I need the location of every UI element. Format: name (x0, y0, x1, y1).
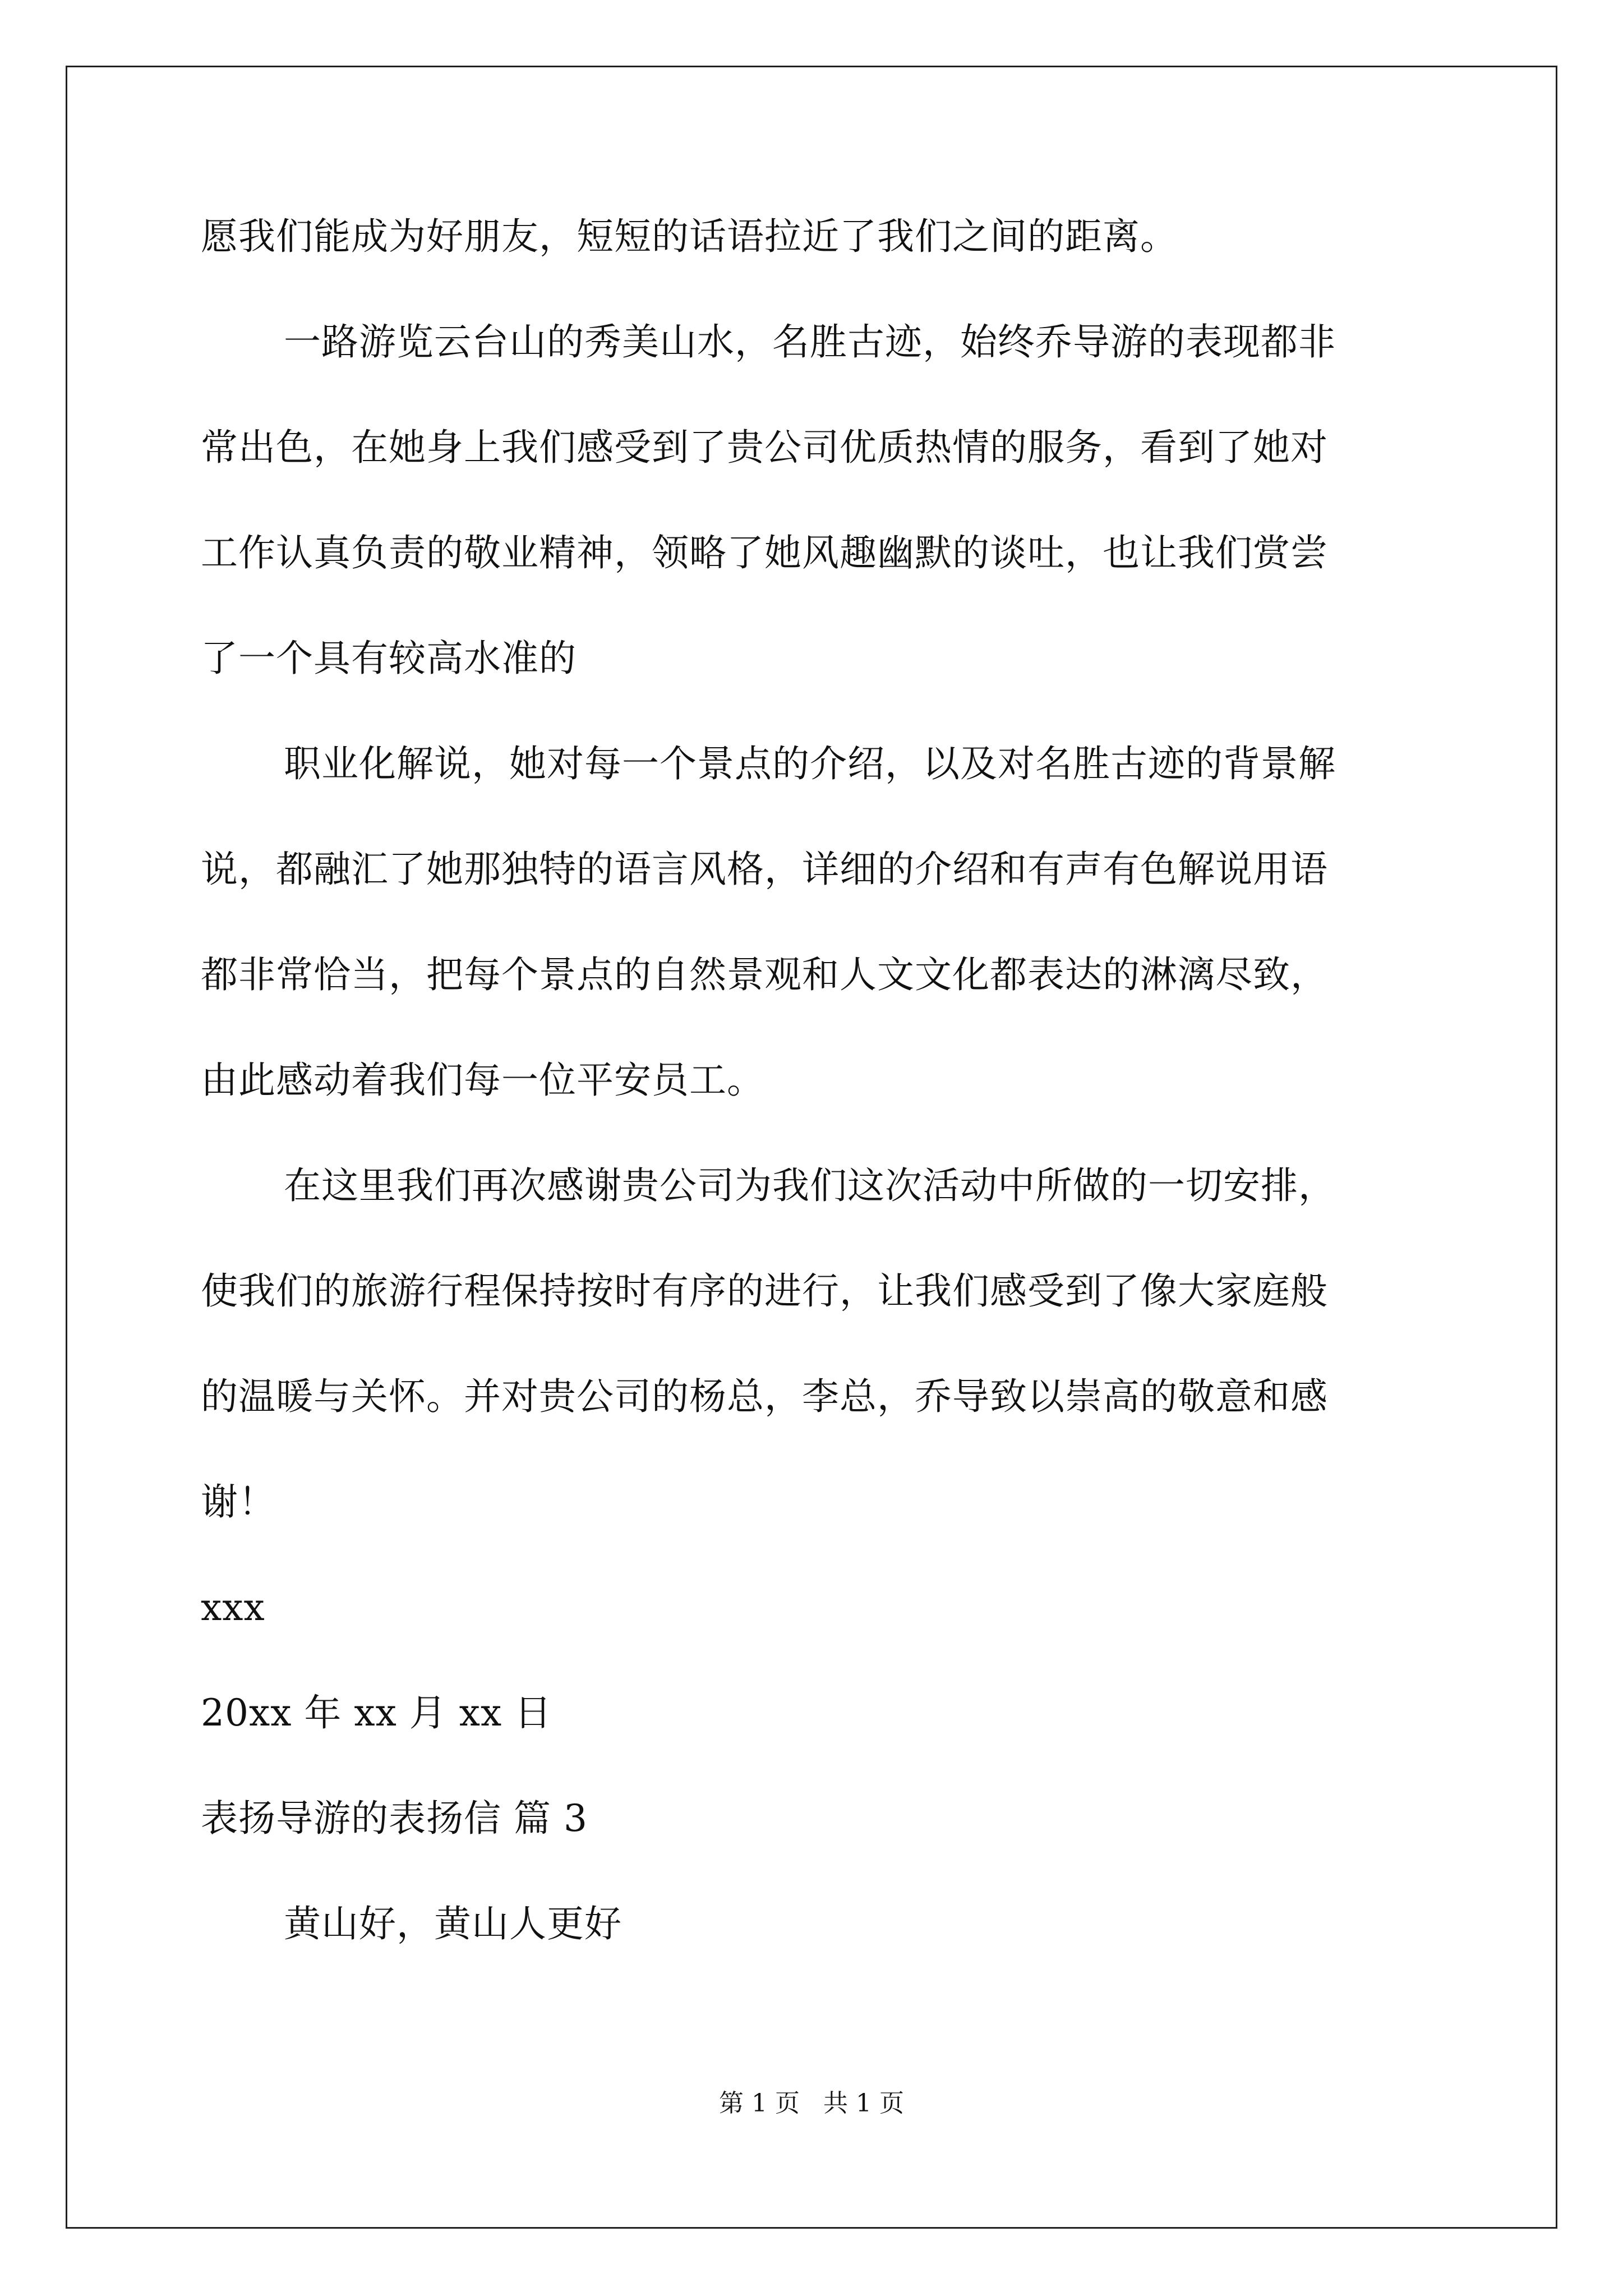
text-line: 都非常恰当，把每个景点的自然景观和人文文化都表达的淋漓尽致， (201, 953, 1328, 996)
text-line: 常出色，在她身上我们感受到了贵公司优质热情的服务，看到了她对 (201, 426, 1328, 469)
text-line: 了一个具有较高水准的 (201, 637, 577, 680)
text-line: 愿我们能成为好朋友，短短的话语拉近了我们之间的距离。 (201, 215, 1178, 258)
date-line: 20xx 年 xx 月 xx 日 (201, 1691, 552, 1734)
paragraph-line: 职业化解说，她对每一个景点的介绍，以及对名胜古迹的背景解 (284, 742, 1336, 785)
text-line: 使我们的旅游行程保持按时有序的进行，让我们感受到了像大家庭般 (201, 1269, 1328, 1313)
text-line: 由此感动着我们每一位平安员工。 (201, 1059, 764, 1102)
paragraph-line: 在这里我们再次感谢贵公司为我们这次活动中所做的一切安排， (284, 1164, 1336, 1207)
paragraph-line: 一路游览云台山的秀美山水，名胜古迹，始终乔导游的表现都非 (284, 320, 1336, 364)
text-line: 谢！ (201, 1480, 276, 1524)
text-line: 的温暖与关怀。并对贵公司的杨总，李总，乔导致以崇高的敬意和感 (201, 1375, 1328, 1418)
signature-name: xxx (201, 1586, 265, 1629)
page-footer: 第 1 页 共 1 页 (719, 2089, 904, 2118)
text-line: 说，都融汇了她那独特的语言风格，详细的介绍和有声有色解说用语 (201, 848, 1328, 891)
section-heading: 表扬导游的表扬信 篇 3 (201, 1797, 588, 1840)
paragraph-line: 黄山好，黄山人更好 (284, 1902, 622, 1945)
text-line: 工作认真负责的敬业精神，领略了她风趣幽默的谈吐，也让我们赏尝 (201, 531, 1328, 574)
